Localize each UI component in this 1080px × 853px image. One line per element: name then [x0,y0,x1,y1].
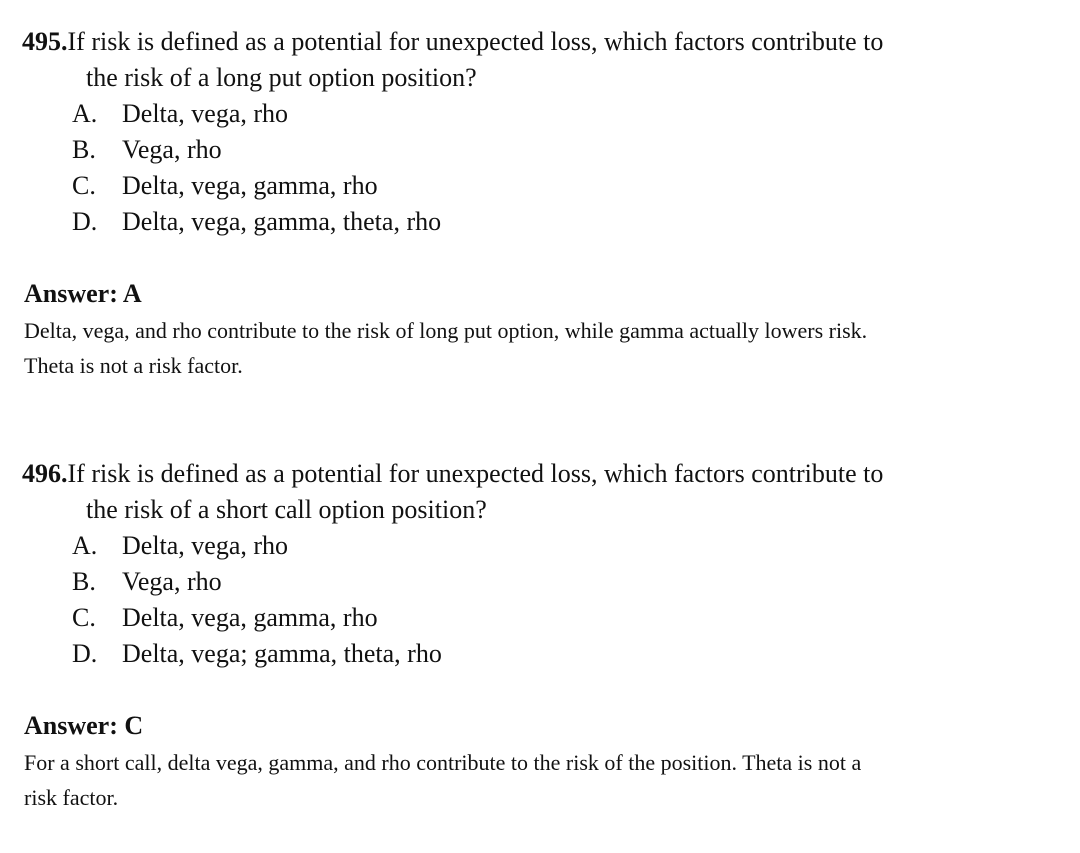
option-a [72,528,1042,564]
option-b [72,132,1042,168]
answer-label-495: Answer: A [24,279,142,308]
answer-explanation-495 [24,313,1024,383]
option-text: Vega, rho [122,135,222,164]
option-list [22,96,1042,240]
option-text: Delta, vega, gamma, rho [122,171,378,200]
explanation-line2: Theta is not a risk factor. [24,353,243,378]
question-number: 496. [22,459,68,488]
option-d [72,636,1042,672]
option-b [72,564,1042,600]
option-c [72,168,1042,204]
option-letter: B. [72,135,96,164]
option-letter: C. [72,171,96,200]
option-d [72,204,1042,240]
question-text: If risk is defined as a potential for unexpected loss, which factors contribute to [67,459,884,488]
option-letter: C. [72,603,96,632]
explanation-line2: risk factor. [24,785,119,810]
option-letter: B. [72,567,96,596]
option-letter: D. [72,207,98,236]
option-letter: D. [72,639,98,668]
option-list [22,528,1042,672]
option-text: Delta, vega, rho [122,99,289,128]
question-stem-line2: the risk of a long put option position? [86,63,477,92]
question-stem-line1 [22,24,1042,60]
question-number: 495. [22,27,68,56]
option-text: Delta, vega, rho [122,531,289,560]
explanation-line1: For a short call, delta vega, gamma, and rho contribute to the risk of the position. Theta is not a [24,750,862,775]
option-text: Delta, vega; gamma, theta, rho [122,639,442,668]
option-c [72,600,1042,636]
answer-explanation-496 [24,745,1024,815]
option-text: Delta, vega, gamma, rho [122,603,378,632]
option-letter: A. [72,99,98,128]
question-496 [22,456,1042,672]
question-stem-line2: the risk of a short call option position? [86,495,487,524]
option-text: Vega, rho [122,567,222,596]
question-text: If risk is defined as a potential for unexpected loss, which factors contribute to [67,27,884,56]
option-text: Delta, vega, gamma, theta, rho [122,207,442,236]
option-a [72,96,1042,132]
answer-label-496: Answer: C [24,711,144,740]
explanation-line1: Delta, vega, and rho contribute to the risk of long put option, while gamma actually lowers risk. [24,318,868,343]
option-letter: A. [72,531,98,560]
question-stem-line1 [22,456,1042,492]
question-495 [22,24,1042,240]
